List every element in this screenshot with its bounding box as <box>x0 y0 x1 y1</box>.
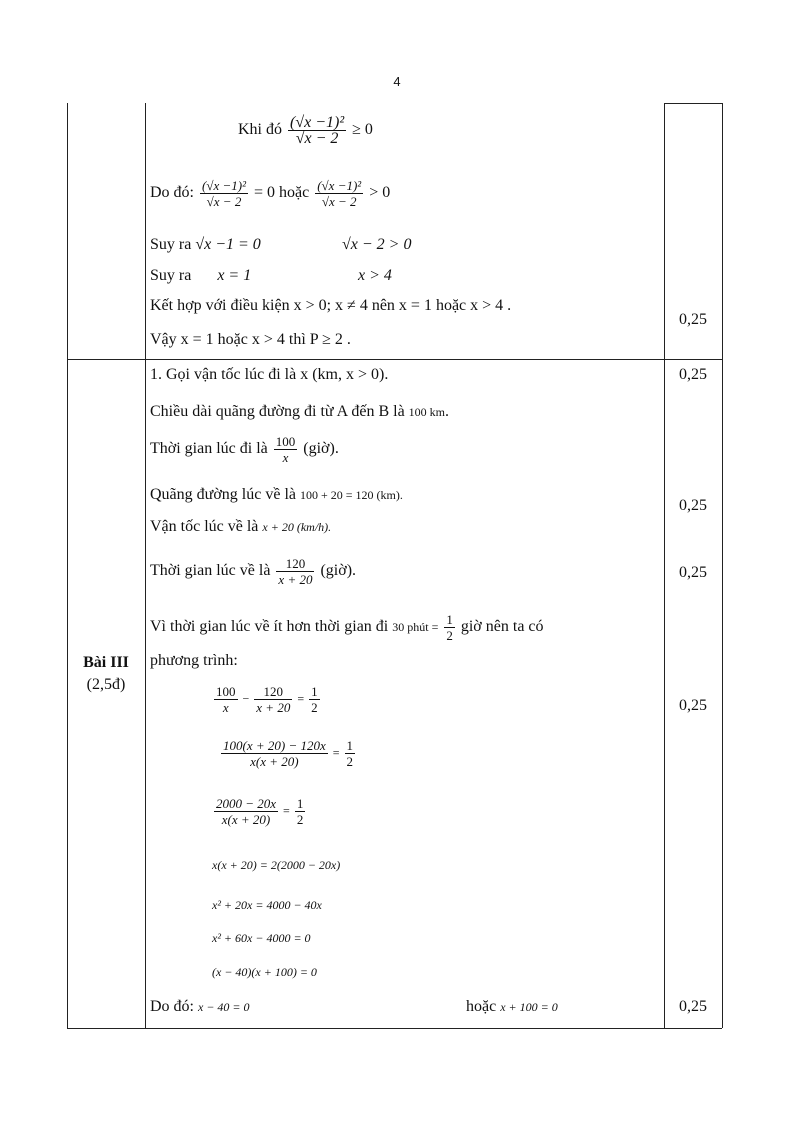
denominator: x(x + 20) <box>221 812 271 827</box>
numerator: 120 <box>276 556 314 572</box>
part-b-line-2: Chiều dài quãng đường đi từ A đến B là 100 km. <box>150 403 450 420</box>
fraction <box>276 556 314 587</box>
text: giờ nên ta có <box>460 618 544 636</box>
page-number: 4 <box>393 74 401 89</box>
fraction <box>254 684 292 715</box>
fraction <box>315 178 363 209</box>
text: Quãng đường lúc về là <box>150 486 296 503</box>
problem-label <box>67 652 145 696</box>
numerator: (√x −1)² <box>202 178 246 193</box>
value: 100 km <box>408 405 446 419</box>
part-b-line-4 <box>150 486 403 504</box>
text: Do đó: <box>150 184 194 202</box>
numerator: 1 <box>346 738 354 753</box>
text: Suy ra <box>150 236 192 253</box>
table-border-col1 <box>145 103 146 1028</box>
part-b-line-3 <box>150 434 339 465</box>
denominator: x(x + 20) <box>250 754 299 769</box>
denominator: 2 <box>446 628 453 643</box>
part-a-line-3b: √x − 2 > 0 <box>342 236 412 253</box>
value: 30 phút = <box>392 620 439 635</box>
denominator: √x − 2 <box>206 194 242 209</box>
fraction <box>214 796 278 827</box>
score-b-3: 0,25 <box>679 564 707 581</box>
math: x = 1 <box>217 267 252 284</box>
fraction <box>288 115 346 146</box>
text: Suy ra <box>150 267 192 284</box>
denominator: x + 20 <box>278 572 313 587</box>
score-a: 0,25 <box>679 311 707 328</box>
equation-3 <box>212 796 307 827</box>
denominator: √x − 2 <box>321 194 357 209</box>
fraction <box>214 684 238 715</box>
denominator: x <box>282 450 289 465</box>
part-b-line-6 <box>150 556 356 587</box>
equation-5: x² + 20x = 4000 − 40x <box>212 898 322 912</box>
text: Vì thời gian lúc về ít hơn thời gian đi <box>150 618 389 636</box>
part-a-line-4 <box>150 267 251 285</box>
text: > 0 <box>369 184 391 202</box>
denominator: 2 <box>311 700 318 715</box>
numerator: (√x −1)² <box>290 114 345 131</box>
text: Khi đó <box>238 121 282 139</box>
fraction <box>200 178 248 209</box>
problem-title: Bài III <box>83 654 129 671</box>
part-b-last-line <box>150 998 250 1016</box>
score-b-2: 0,25 <box>679 497 707 514</box>
equation-4: x(x + 20) = 2(2000 − 20x) <box>212 858 341 872</box>
text: Vận tốc lúc về là <box>150 518 259 535</box>
score-b-4: 0,25 <box>679 697 707 714</box>
value: x + 20 (km/h). <box>262 520 332 534</box>
operator: = <box>297 691 305 706</box>
text: Thời gian lúc về là <box>150 562 271 580</box>
numerator: 1 <box>446 612 453 627</box>
denominator: √x − 2 <box>295 130 339 147</box>
problem-points: (2,5đ) <box>86 676 126 693</box>
equation-6: x² + 60x − 4000 = 0 <box>212 931 311 945</box>
fraction <box>345 738 356 769</box>
operator: − <box>242 691 250 706</box>
text: = 0 hoặc <box>253 184 310 202</box>
part-b-last-line-b <box>466 998 558 1016</box>
part-a-line-5: Kết hợp với điều kiện x > 0; x ≠ 4 nên x = 1 hoặc x > 4 . <box>150 297 512 314</box>
part-a-line-1 <box>238 115 373 146</box>
row-separator <box>67 359 722 360</box>
text: ≥ 0 <box>352 121 373 139</box>
text: Chiều dài quãng đường đi từ A đến B là <box>150 403 405 420</box>
math: √x −1 = 0 <box>195 236 261 253</box>
numerator: 100 <box>216 684 236 699</box>
numerator: (√x −1)² <box>317 178 362 193</box>
text: hoặc <box>466 998 497 1015</box>
math: x − 40 = 0 <box>198 1000 250 1014</box>
table-border-top <box>664 103 722 104</box>
part-a-line-3 <box>150 236 261 254</box>
equation-7: (x − 40)(x + 100) = 0 <box>212 965 317 979</box>
fraction <box>309 684 320 715</box>
equation-1 <box>212 684 322 715</box>
numerator: 1 <box>311 684 318 699</box>
denominator: x <box>222 700 229 715</box>
equation-2 <box>219 738 357 769</box>
text: (giờ). <box>303 440 339 458</box>
part-b-line-7 <box>150 612 544 643</box>
denominator: x + 20 <box>256 700 291 715</box>
value: 100 + 20 = 120 (km). <box>299 488 403 502</box>
operator: = <box>332 745 340 760</box>
text: (giờ). <box>320 562 357 580</box>
part-a-line-6: Vậy x = 1 hoặc x > 4 thì P ≥ 2 . <box>150 331 351 348</box>
operator: = <box>283 803 290 818</box>
score-b-5: 0,25 <box>679 998 707 1015</box>
table-border-left <box>67 103 68 1028</box>
part-b-line-5 <box>150 518 331 536</box>
numerator: 100(x + 20) − 120x <box>223 738 326 753</box>
denominator: 2 <box>346 754 354 769</box>
part-a-line-2 <box>150 178 390 209</box>
fraction <box>295 796 306 827</box>
numerator: 120 <box>254 684 292 700</box>
text: Thời gian lúc đi là <box>150 440 268 458</box>
numerator: 2000 − 20x <box>216 796 277 811</box>
part-a-line-4b: x > 4 <box>358 267 392 284</box>
table-border-bottom <box>67 1028 722 1029</box>
fraction <box>221 738 328 769</box>
part-b-line-1: 1. Gọi vận tốc lúc đi là x (km, x > 0). <box>150 366 389 383</box>
numerator: 100 <box>275 434 296 449</box>
part-b-line-8: phương trình: <box>150 652 238 669</box>
denominator: 2 <box>296 812 304 827</box>
score-b-1: 0,25 <box>679 366 707 383</box>
fraction <box>444 612 455 643</box>
numerator: 1 <box>296 796 304 811</box>
math: x + 100 = 0 <box>500 1000 558 1014</box>
fraction <box>274 434 298 465</box>
text: Do đó: <box>150 998 194 1015</box>
